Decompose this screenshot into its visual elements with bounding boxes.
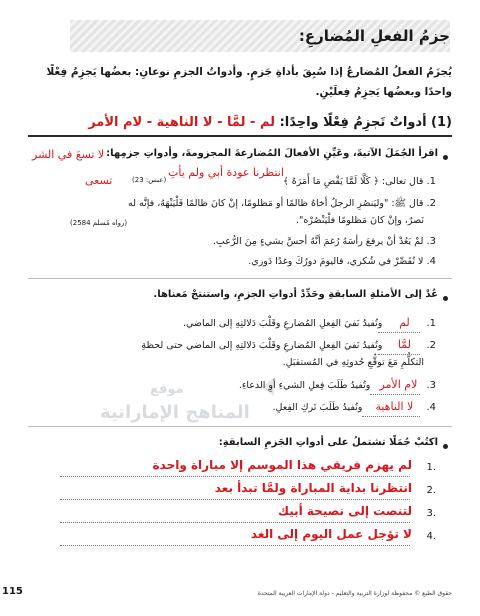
answer: لا الناهية [375,400,414,413]
section-divider [28,135,452,137]
answer-number: 1. [426,462,436,473]
answer-number: 2. [426,485,436,496]
watermark-site: موقع [150,382,184,397]
item-number: 4. [426,256,436,267]
q1-item-2-cont: نَصرٌ، وإنْ كانَ مَظلومًا فلْيَنْصُرْه". [295,215,424,226]
q1-item-2-ref: (رواه مُسلم 2584) [70,219,128,227]
answer-mid: انتظرنا عودة أبي ولم يأتِ [168,166,284,179]
answer: لم [399,316,410,329]
q2-item-1 [183,316,436,329]
tools-answer: لم - لمَّا - لا الناهية - لام الأمر [88,115,276,130]
blank-line [378,354,420,355]
answer-sentence-3: لتنصت إلى نصيحة أبيك [278,504,412,518]
q2-item-3 [239,378,436,391]
item-text: وتُفيدُ طَلَبَ تَركِ الفِعلِ. [272,402,363,413]
item-number: 3. [426,380,436,391]
item-number: 1. [426,318,436,329]
item-number: 2. [426,198,436,209]
q1-item-1-ref: (عبس: 23) [132,176,167,184]
bullet [443,444,448,449]
answer-sentence-2: انتظرنا بداية المباراة ولمَّا تبدأ بعد [214,481,412,495]
q1-item-4 [248,256,436,267]
section-title-text: (1) أدواتٌ تَجزِمُ فِعْلًا واحِدًا: [279,115,452,130]
item-text: قال ﷺ: "وليَنصُرِ الرجلُ أخاهُ ظالمًا أو مَظلومًا، إنْ كانَ ظالمًا فَلْيَنْهَهُ، فإنَّه له [128,198,424,209]
item-number: 2. [426,340,436,351]
blank-line [370,394,420,395]
divider [28,278,452,279]
q2-item-2 [141,338,436,351]
blank-line [362,416,420,417]
question-2: عُدْ إلى الأمثلةِ السابقةِ وحَدِّدْ أدواتِ الجزمِ، واستنتجْ مَعناها. [153,289,438,300]
item-text: لا تُقَصِّرْ في شُكري، فاليومَ دورُكَ وغدًا دَوري. [248,256,424,267]
q1-item-1 [283,176,436,187]
item-text: وتُفيدُ طَلَبَ فِعلِ الشيءِ أوِ الدعاءِ. [238,380,371,391]
answer-top: لا تسعَ في الشر [32,148,105,161]
copyright-footer: حقوق الطبع © محفوظة لوزارة التربية والتعليم - دولة الإمارات العربية المتحدة [257,590,452,597]
answer-sentence-1: لم يهزم فريقي هذا الموسم إلا مباراة واحدة [152,458,412,472]
blank-line [378,332,420,333]
q2-item-2-cont: التكلُّمِ مَعَ توقُّعِ حُدوثِهِ في المُستقبَلِ. [282,357,424,368]
watermark-title: المناهج الإماراتية [100,402,250,423]
item-number: 1. [426,176,436,187]
question-3: اكتُبْ جُمَلًا تشتملُ على أدواتِ الجَزمِ السابقةِ: [218,437,438,448]
question-1: اقرأ الجُمَلَ الآتيةَ، وعَيِّنِ الأفعالَ المُضارعةَ المجزومةَ، وأدواتِ جزمِها: [106,148,438,159]
answer: لمَّا [397,338,411,351]
q1-item-2 [128,197,436,211]
item-text: لمْ يَعُدْ أنْ يرفعَ رأسَهُ رُغمَ أنَّهُ أحسَّ بشيءٍ مِنَ الرُّعبِ. [212,236,424,247]
answer: لام الأمر [379,378,418,391]
intro-paragraph: يُجزَمُ الفعلُ المُضارعُ إذا سُبِقَ بأداةِ جَزمٍ. وأدواتُ الجزمِ نوعانِ: بعضُها يَجزِمُ فِعْلًا واحدًا وبعضُها يَجزِمُ فِعلَيْنِ. [46,66,452,98]
answer-line [60,545,410,546]
item-number: 4. [426,402,436,413]
item-number: 3. [426,236,436,247]
answer-line [60,522,410,523]
bullet [443,296,448,301]
item-text: قال تعالى: ﴿ كَلَّا لَمَّا يَقْضِ مَا أَمَرَهُ ﴾ [283,176,424,187]
answer-number: 3. [426,508,436,519]
answer-line [60,476,410,477]
answer-line [60,499,410,500]
section-title [88,115,452,130]
q1-item-3 [213,236,436,247]
q2-item-4 [273,400,436,413]
answer-number: 4. [426,531,436,542]
answer-sentence-4: لا تؤجل عمل اليوم إلى الغد [250,527,412,541]
page-title: جزمُ الفعلِ المُضارعِ: [298,27,450,45]
item-text: وتُفيدُ نَفيَ الفِعلِ المُضارعِ وقَلْبَ دَلالتِهِ إلى الماضي. [182,318,383,329]
item-text: وتُفيدُ نَفيَ الفِعلِ المُضارعِ وقَلْبَ دَلالتِهِ إلى الماضي حتى لحظةِ [141,340,383,351]
answer-side: تسعى [85,174,113,187]
bullet [443,155,448,160]
divider [28,426,452,427]
page-number: 115 [2,586,23,597]
